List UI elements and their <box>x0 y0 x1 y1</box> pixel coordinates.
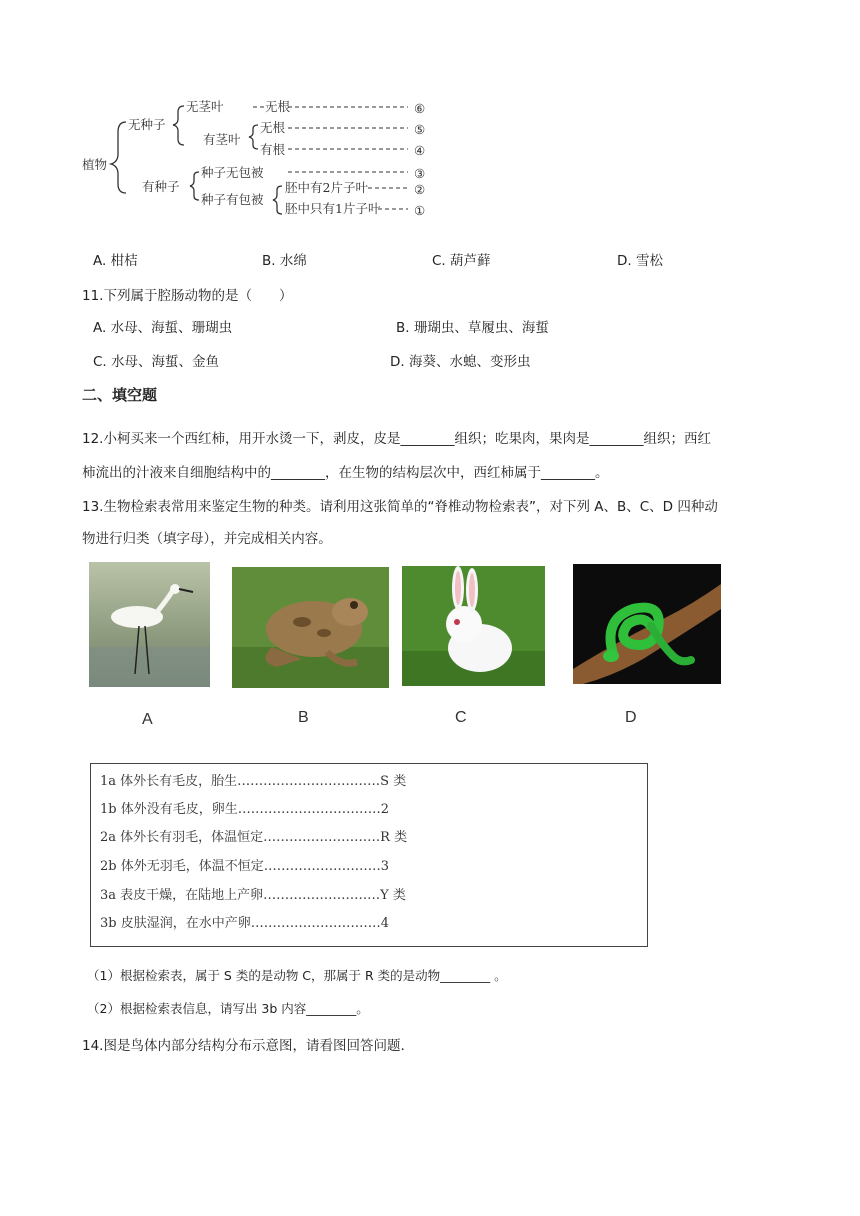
photo-label-d: D <box>625 709 637 726</box>
diagram-mark-2: ② <box>414 182 426 197</box>
diagram-seed-covered: 种子有包被 <box>201 192 264 207</box>
key-line-3a: 3a 表皮干燥，在陆地上产卵………………………Y 类 <box>100 888 406 903</box>
key-line-3b: 3b 皮肤湿润，在水中产卵…………………………4 <box>100 916 389 931</box>
diagram-root: 植物 <box>82 157 108 172</box>
q10-option-d: D. 雪松 <box>617 253 663 269</box>
diagram-mark-6: ⑥ <box>414 101 426 116</box>
diagram-no-stem-leaf: 无茎叶 <box>186 99 224 114</box>
q10-option-c: C. 葫芦藓 <box>432 253 491 269</box>
diagram-one-cotyledon: 胚中只有1片子叶 <box>285 201 381 216</box>
frog-image <box>232 567 389 688</box>
diagram-no-root-a: 无根 <box>265 99 291 114</box>
q13-sub2: （2）根据检索表信息，请写出 3b 内容________。 <box>87 1001 369 1016</box>
q11-option-a: A. 水母、海蜇、珊瑚虫 <box>93 320 233 336</box>
key-line-1a: 1a 体外长有毛皮，胎生……………………………S 类 <box>100 774 407 789</box>
q13-line1: 13.生物检索表常用来鉴定生物的种类。请利用这张简单的“脊椎动物检索表”，对下列 A、B、C、D 四种动 <box>82 499 718 515</box>
q12-line2: 柿流出的汁液来自细胞结构中的________，在生物的结构层次中，西红柿属于________。 <box>82 465 609 481</box>
photo-label-c: C <box>455 709 467 726</box>
diagram-mark-3: ③ <box>414 166 426 181</box>
q13-line2: 物进行归类（填字母），并完成相关内容。 <box>82 531 332 547</box>
q12-line1: 12.小柯买来一个西红柿，用开水烫一下，剥皮，皮是________组织；吃果肉，果肉是________组织；西红 <box>82 431 711 447</box>
key-line-1b: 1b 体外没有毛皮，卵生……………………………2 <box>100 802 389 817</box>
q11-stem: 11.下列属于腔肠动物的是（ ） <box>82 288 293 304</box>
q11-option-c: C. 水母、海蜇、金鱼 <box>93 354 220 370</box>
q13-sub1: （1）根据检索表，属于 S 类的是动物 C，那属于 R 类的是动物________ 。 <box>87 968 507 983</box>
diagram-two-cotyledons: 胚中有2片子叶 <box>285 180 368 195</box>
rabbit-image <box>402 566 545 686</box>
photo-label-a: A <box>142 711 153 728</box>
diagram-no-root-b: 无根 <box>260 120 286 135</box>
section-title: 二、填空题 <box>82 386 158 404</box>
q14-stem: 14.图是鸟体内部分结构分布示意图，请看图回答问题. <box>82 1038 405 1054</box>
q10-option-b: B. 水绵 <box>262 253 307 269</box>
key-line-2b: 2b 体外无羽毛，体温不恒定………………………3 <box>100 859 389 874</box>
diagram-has-root: 有根 <box>260 142 286 157</box>
diagram-has-stem-leaf: 有茎叶 <box>203 132 241 147</box>
photo-label-b: B <box>298 709 309 726</box>
q10-option-a: A. 柑桔 <box>93 253 138 269</box>
plant-classification-diagram <box>80 92 450 222</box>
diagram-seed: 有种子 <box>142 179 180 194</box>
egret-image <box>89 562 210 687</box>
snake-image <box>573 564 721 684</box>
diagram-mark-4: ④ <box>414 143 426 158</box>
diagram-mark-1: ① <box>414 203 426 218</box>
diagram-mark-5: ⑤ <box>414 122 426 137</box>
q11-option-d: D. 海葵、水螅、变形虫 <box>390 354 531 370</box>
diagram-seed-naked: 种子无包被 <box>201 165 264 180</box>
key-line-2a: 2a 体外长有羽毛，体温恒定………………………R 类 <box>100 830 408 845</box>
q11-option-b: B. 珊瑚虫、草履虫、海蜇 <box>396 320 549 336</box>
diagram-no-seed: 无种子 <box>128 117 166 132</box>
